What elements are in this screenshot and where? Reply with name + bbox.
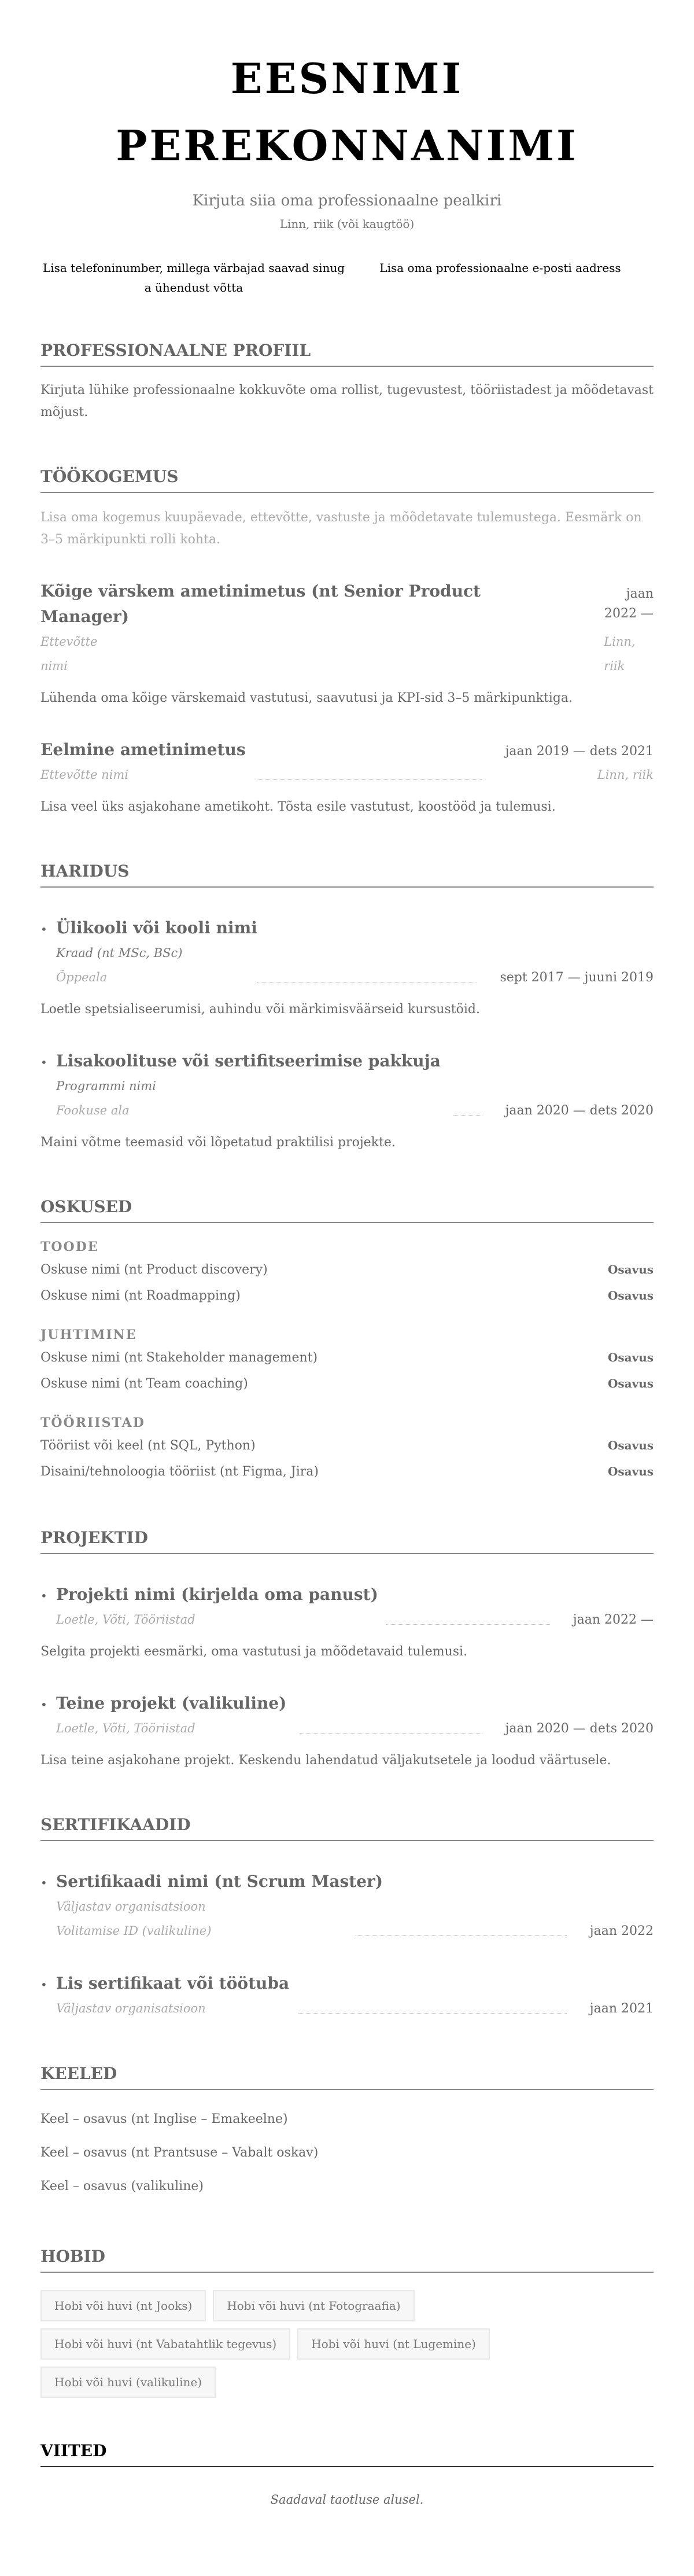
- skill-level: Osavus: [607, 1464, 654, 1478]
- project-entry: [40, 1582, 654, 1663]
- bullet-icon: •: [40, 1698, 47, 1712]
- skill-group: [40, 1325, 654, 1397]
- skill-level: Osavus: [607, 1263, 654, 1276]
- skill-group-title: TOODE: [40, 1239, 99, 1254]
- dotted-leader: [300, 1733, 482, 1734]
- project-description: Lisa teine asjakohane projekt. Keskendu lahendatud väljakutsetele ja loodud väärtusele.: [40, 1753, 611, 1768]
- job-dates: jaan 2022 —: [604, 587, 654, 621]
- job-description: Lisa veel üks asjakohane ametikoht. Tõsta esile vastutust, koostööd ja tulemusi.: [40, 800, 556, 814]
- bullet-icon: •: [40, 1055, 47, 1069]
- education-description: Maini võtme teemasid või lõpetatud praktilisi projekte.: [40, 1135, 396, 1150]
- resume: [40, 0, 654, 2576]
- degree: Kraad (nt MSc, BSc): [56, 946, 183, 960]
- hobby-chips: [40, 2290, 654, 2398]
- education-description: Loetle spetsialiseerumisi, auhindu või märkimisväärseid kursustöid.: [40, 1002, 480, 1017]
- issuing-organization: Väljastav organisatsioon: [56, 1900, 206, 1913]
- references-section: [40, 2439, 654, 2507]
- skill-name: Oskuse nimi (nt Stakeholder management): [40, 1350, 318, 1365]
- skill-group: [40, 1413, 654, 1485]
- skill-name: Tööriist või keel (nt SQL, Python): [40, 1438, 256, 1453]
- project-description: Selgita projekti eesmärki, oma vastutusi ja mõõdetavaid tulemusi.: [40, 1644, 468, 1659]
- education-dates: sept 2017 — juuni 2019: [500, 970, 654, 985]
- skill-row: [40, 1433, 654, 1459]
- certification-entry: [40, 1971, 654, 2021]
- skill-row: [40, 1459, 654, 1485]
- headline: Kirjuta siia oma professionaalne pealkiri: [192, 192, 502, 209]
- job-title: Kõige värskem ametinimetus (nt Senior Product Manager): [40, 582, 481, 626]
- section-title: PROJEKTID: [40, 1526, 654, 1554]
- skill-name: Oskuse nimi (nt Team coaching): [40, 1377, 248, 1391]
- education-entry: [40, 1048, 654, 1154]
- language-item: Keel – osavus (nt Inglise – Emakeelne): [40, 2112, 288, 2126]
- field-of-study: Fookuse ala: [56, 1103, 130, 1117]
- skill-row: [40, 1345, 654, 1371]
- school-name: Lisakoolituse või sertifitseerimise pakkuja: [56, 1051, 441, 1070]
- project-entry: [40, 1691, 654, 1772]
- section-title: KEELED: [40, 2062, 654, 2090]
- section-title: SERTIFIKAADID: [40, 1813, 654, 1841]
- dotted-leader: [256, 779, 482, 780]
- section-title: PROFESSIONAALNE PROFIIL: [40, 339, 654, 367]
- skill-group-title: TÖÖRIISTAD: [40, 1415, 145, 1430]
- job-entry: [40, 579, 654, 709]
- email: Lisa oma professionaalne e-posti aadress: [379, 261, 621, 275]
- company-name: Ettevõtte nimi: [40, 768, 128, 782]
- job-location: Linn, riik: [604, 635, 636, 673]
- projects-section: [40, 1526, 654, 1772]
- job-entry: [40, 737, 654, 818]
- project-dates: jaan 2020 — dets 2020: [505, 1721, 654, 1736]
- language-item: Keel – osavus (valikuline): [40, 2179, 204, 2194]
- skill-row: [40, 1371, 654, 1397]
- section-title: OSKUSED: [40, 1195, 654, 1223]
- degree: Programmi nimi: [56, 1079, 156, 1093]
- education-section: [40, 860, 654, 1154]
- project-name: Projekti nimi (kirjelda oma panust): [56, 1585, 378, 1604]
- skills-section: [40, 1195, 654, 1485]
- certification-name: Lis sertifikaat või töötuba: [56, 1974, 290, 1993]
- credential-id: Volitamise ID (valikuline): [56, 1924, 212, 1938]
- skill-level: Osavus: [607, 1438, 654, 1452]
- section-title: VIITED: [40, 2439, 654, 2467]
- hobby-chip: Hobi või huvi (nt Jooks): [40, 2290, 206, 2321]
- education-entry: [40, 915, 654, 1021]
- certifications-section: [40, 1813, 654, 2021]
- bullet-icon: •: [40, 1876, 47, 1890]
- skill-level: Osavus: [607, 1289, 654, 1302]
- languages-section: [40, 2062, 654, 2203]
- hobby-chip: Hobi või huvi (nt Fotograafia): [213, 2290, 414, 2321]
- resume-header: [40, 45, 654, 297]
- issuing-organization: Väljastav organisatsioon: [56, 2001, 206, 2015]
- project-dates: jaan 2022 —: [573, 1613, 654, 1627]
- phone: Lisa telefoninumber, millega värbajad saavad sinuga ühendust võtta: [42, 261, 345, 295]
- skill-row: [40, 1283, 654, 1309]
- skill-name: Oskuse nimi (nt Product discovery): [40, 1263, 268, 1277]
- profile-section: [40, 339, 654, 424]
- dotted-leader: [386, 1624, 550, 1625]
- job-dates: jaan 2019 — dets 2021: [505, 744, 654, 759]
- language-item: Keel – osavus (nt Prantsuse – Vabalt oskav): [40, 2146, 319, 2160]
- experience-section: [40, 465, 654, 818]
- job-location: Linn, riik: [597, 768, 654, 782]
- dotted-leader: [298, 2013, 567, 2014]
- experience-intro: Lisa oma kogemus kuupäevade, ettevõtte, vastuste ja mõõdetavate tulemustega. Eesmärk on 3–5 märkipunkti rolli kohta.: [40, 510, 642, 547]
- last-name: PEREKONNANIMI: [116, 121, 578, 170]
- section-title: TÖÖKOGEMUS: [40, 465, 654, 493]
- hobbies-section: [40, 2245, 654, 2398]
- job-title: Eelmine ametinimetus: [40, 740, 246, 759]
- company-name: Ettevõtte nimi: [40, 635, 98, 673]
- school-name: Ülikooli või kooli nimi: [56, 918, 257, 937]
- dotted-leader: [356, 1935, 566, 1936]
- dotted-leader: [453, 1115, 482, 1116]
- hobby-chip: Hobi või huvi (nt Lugemine): [297, 2328, 490, 2360]
- contact-row: [40, 258, 654, 297]
- project-tech: Loetle, Võti, Tööriistad: [56, 1721, 195, 1735]
- certification-name: Sertifikaadi nimi (nt Scrum Master): [56, 1872, 383, 1891]
- hobby-chip: Hobi või huvi (nt Vabatahtlik tegevus): [40, 2328, 290, 2360]
- first-name: EESNIMI: [230, 54, 464, 103]
- bullet-icon: •: [40, 1978, 47, 1992]
- hobby-chip: Hobi või huvi (valikuline): [40, 2367, 216, 2398]
- certification-entry: [40, 1869, 654, 1943]
- references-text: Saadaval taotluse alusel.: [270, 2493, 424, 2507]
- bullet-icon: •: [40, 922, 47, 936]
- education-dates: jaan 2020 — dets 2020: [505, 1103, 654, 1118]
- skill-level: Osavus: [607, 1377, 654, 1390]
- profile-text: Kirjuta lühike professionaalne kokkuvõte oma rollist, tugevustest, tööriistadest ja mõõdetavast mõjust.: [40, 383, 654, 419]
- skill-group: [40, 1237, 654, 1309]
- skill-level: Osavus: [607, 1350, 654, 1364]
- section-title: HARIDUS: [40, 860, 654, 888]
- project-tech: Loetle, Võti, Tööriistad: [56, 1613, 195, 1626]
- certification-date: jaan 2021: [589, 2001, 654, 2016]
- field-of-study: Õppeala: [56, 970, 108, 984]
- certification-date: jaan 2022: [589, 1924, 654, 1938]
- skill-name: Oskuse nimi (nt Roadmapping): [40, 1289, 241, 1303]
- section-title: HOBID: [40, 2245, 654, 2273]
- project-name: Teine projekt (valikuline): [56, 1694, 287, 1713]
- skill-group-title: JUHTIMINE: [40, 1327, 137, 1342]
- skill-name: Disaini/tehnoloogia tööriist (nt Figma, Jira): [40, 1464, 319, 1479]
- location: Linn, riik (või kaugtöö): [279, 217, 415, 231]
- bullet-icon: •: [40, 1589, 47, 1603]
- skill-row: [40, 1257, 654, 1283]
- job-description: Lühenda oma kõige värskemaid vastutusi, saavutusi ja KPI-sid 3–5 märkipunktiga.: [40, 691, 573, 705]
